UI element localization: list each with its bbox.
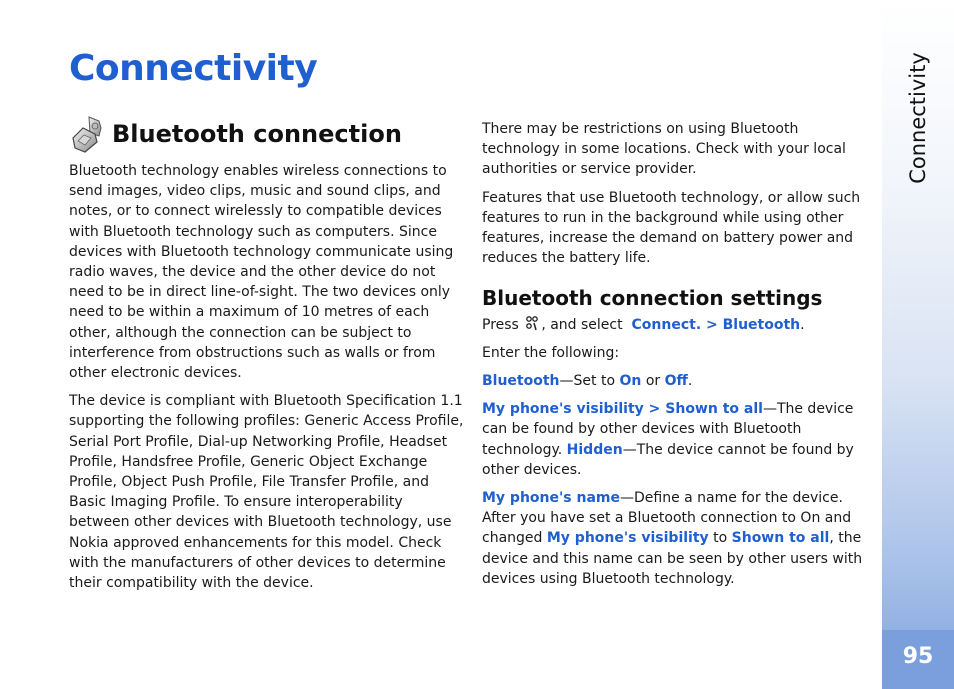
option-on: On [619,373,642,390]
paragraph: Features that use Bluetooth technology, or allow such features to run in the background while using other features, increase the demand on battery power and reduces the battery life. [482,189,861,267]
setting-bluetooth [482,371,872,391]
setting-ref: My phone's visibility [546,530,709,547]
subsection-title: Bluetooth connection settings [482,286,823,311]
text: —The device can be found by other devices with Bluetooth technology. [482,401,854,458]
setting-phone-name [482,488,872,589]
setting-label: My phone's visibility > Shown to all [482,401,763,418]
text: , and select [541,316,623,333]
bluetooth-phone-icon [69,114,105,154]
chapter-label: Connectivity [906,52,930,184]
paragraph: Bluetooth technology enables wireless connections to send images, video clips, music and sound clips, and notes, or to connect wirelessly to compatible devices with Bluetooth technology such as computers. Since devices with Bluetooth technology communicate using radio waves, the device and the other device do not need to be in direct line-of-sight. The two devices only need to be within a maximum of 10 metres of each other, although the connection can be subject to interference from obstructions such as walls or from other electronic devices. [69,163,454,382]
instruction-paragraph [482,315,872,335]
section-heading [69,114,464,154]
page-title: Connectivity [69,48,318,89]
paragraph: There may be restrictions on using Bluetooth technology in some locations. Check with your local authorities or service provider. [482,121,846,178]
paragraph: Enter the following: [482,344,620,361]
text: . [687,373,693,390]
page-number-box [882,630,954,689]
text: —The device cannot be found by other devices. [482,441,854,478]
option-off: Off [664,373,688,390]
setting-visibility [482,399,872,480]
paragraph: The device is compliant with Bluetooth Specification 1.1 supporting the following profiles: Generic Access Profile, Serial Port Profile, Dial-up Networking Profile, Headset Profile, Handsfree Profile, Generic Object Exchange Profile, Object Push Profile, File Transfer Profile, and Basic Imaging Profile. To ensure interoperability between other devices with Bluetooth technology, use Nokia approved enhancements for this model. Check with the manufacturers of other devices to determine their compatibility with the device. [69,393,464,592]
text: or [645,373,661,390]
section-title: Bluetooth connection [112,119,402,148]
setting-label: Bluetooth [482,373,560,390]
right-column [482,119,872,597]
option-hidden: Hidden [566,441,623,458]
text: —Set to [559,373,616,390]
menu-key-icon [525,315,539,331]
left-column [69,114,464,601]
text: Press [482,316,519,333]
setting-label: My phone's name [482,490,620,507]
menu-path: Connect. > Bluetooth [631,316,801,333]
text: . [800,316,805,333]
text: —Define a name for the device. After you have set a Bluetooth connection to On and changed [482,490,852,547]
option-shown: Shown to all [731,530,830,547]
text: , the device and this name can be seen by other users with devices using Bluetooth technology. [482,530,863,587]
text: to [713,530,728,547]
page-number: 95 [902,644,934,669]
